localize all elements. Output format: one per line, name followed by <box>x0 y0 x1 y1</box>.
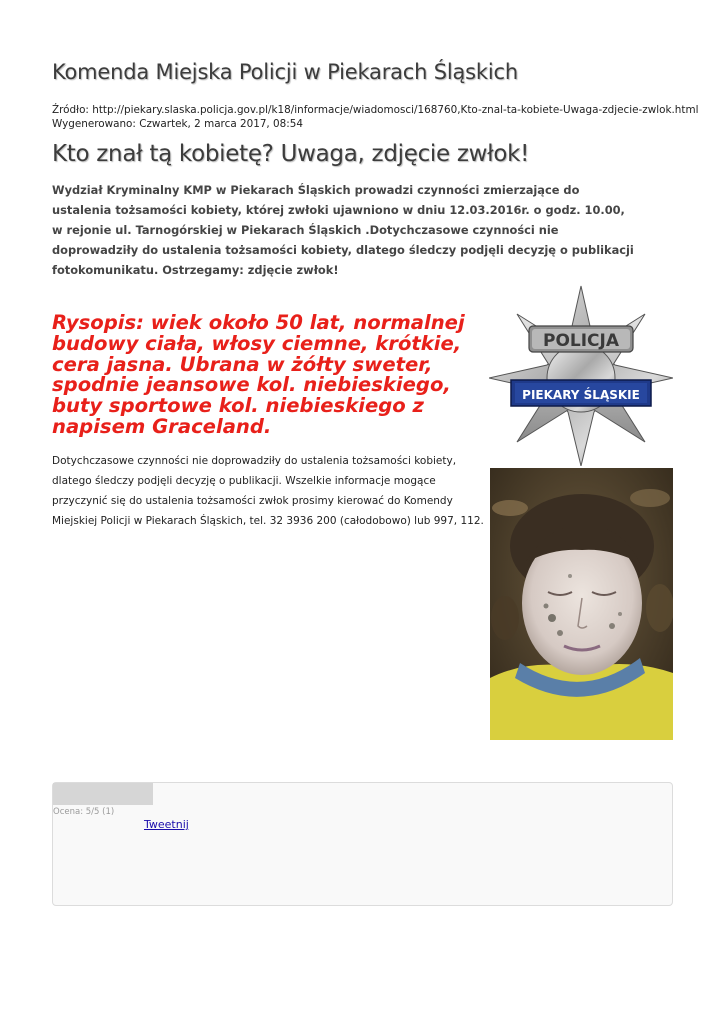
meta-info <box>52 103 698 131</box>
rating-text: Ocena: 5/5 (1) <box>53 807 115 817</box>
badge-bottom-text: PIEKARY ŚLĄSKIE <box>522 388 640 402</box>
source-line: Źródło: http://piekary.slaska.policja.gov.pl/k18/informacje/wiadomosci/168760,Kto-znal-ta-kobiete-Uwaga-zdjecie-zwlok.html <box>52 104 699 116</box>
victim-photo <box>490 468 673 740</box>
article-body: Dotychczasowe czynności nie doprowadziły do ustalenia tożsamości kobiety, dlatego śledczy podjęli decyzję o publikacji. Wszelkie informacje mogące przyczynić się do ustalenia tożsamości zwłok prosimy kierować do Komendy Miejskiej Policji w Piekarach Śląskich, tel. 32 3936 200 (całodobowo) lub 997, 112. <box>52 455 484 527</box>
site-title: Komenda Miejska Policji w Piekarach Śląskich <box>52 60 518 84</box>
article-title: Kto znał tą kobietę? Uwaga, zdjęcie zwłok! <box>52 141 530 167</box>
police-badge-image <box>489 284 673 466</box>
police-star-icon <box>489 284 673 466</box>
badge-top-text: POLICJA <box>542 331 620 351</box>
face-photo-image <box>490 468 673 740</box>
rating-bar[interactable] <box>53 783 153 805</box>
generated-line: Wygenerowano: Czwartek, 2 marca 2017, 08:54 <box>52 118 303 130</box>
description-text: Rysopis: wiek około 50 lat, normalnej budowy ciała, włosy ciemne, krótkie, cera jasna. Ubrana w żółty sweter, spodnie jeansowe kol. niebieskiego, buty sportowe kol. niebieskiego z napisem Graceland. <box>52 311 465 438</box>
tweet-link[interactable]: Tweetnij <box>144 818 189 831</box>
rating-box <box>52 782 673 906</box>
article-lead: Wydział Kryminalny KMP w Piekarach Śląskich prowadzi czynności zmierzające do ustalenia tożsamości kobiety, której zwłoki ujawniono w dniu 12.03.2016r. o godz. 10.00, w rejonie ul. Tarnogórskiej w Piekarach Śląskich .Dotychczasowe czynności nie doprowadziły do ustalenia tożsamości kobiety, dlatego śledczy podjęli decyzję o publikacji fotokomunikatu. Ostrzegamy: zdjęcie zwłok! <box>52 183 634 277</box>
